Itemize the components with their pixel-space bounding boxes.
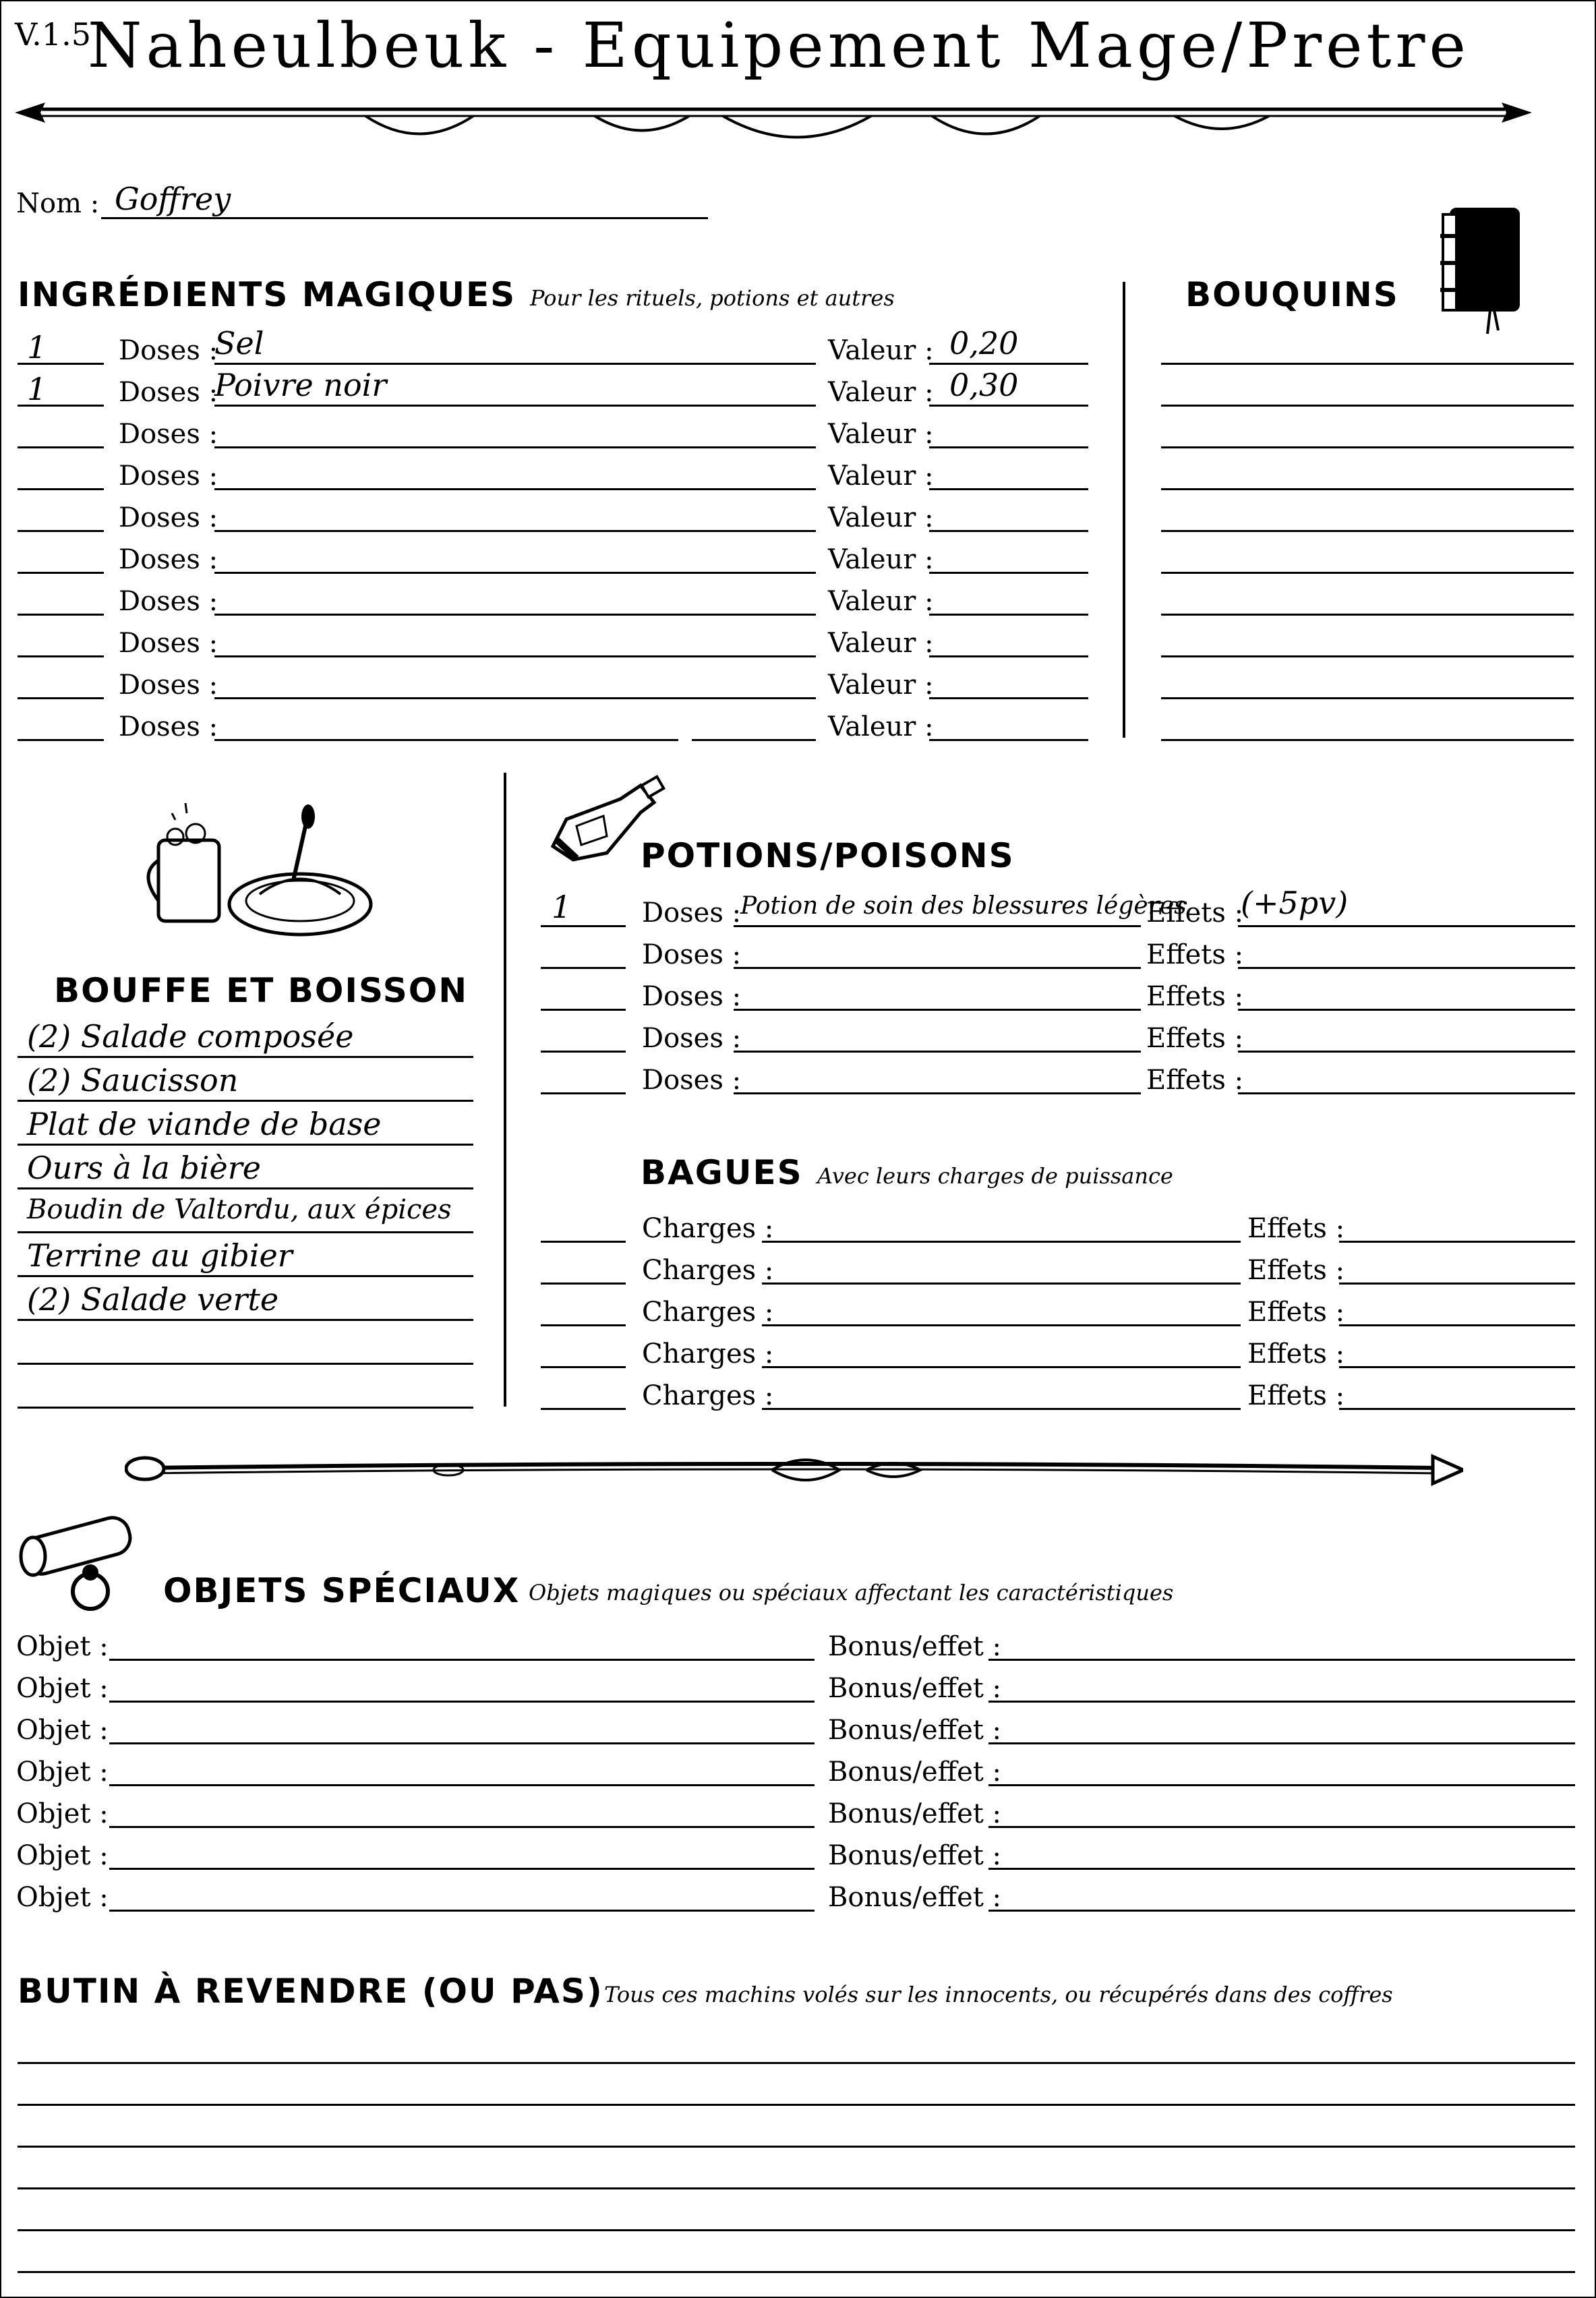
ingredient-valeur-line[interactable] (929, 530, 1088, 532)
potion-effets-line[interactable] (1238, 1051, 1575, 1053)
book-icon (1436, 196, 1537, 337)
bonus-label: Bonus/effet : (828, 1840, 1002, 1871)
bonus-label: Bonus/effet : (828, 1882, 1002, 1913)
bouquins-title: BOUQUINS (1185, 275, 1399, 314)
scroll-and-ring-icon (16, 1510, 158, 1625)
ingredient-doses-label: Doses : (119, 544, 218, 575)
bague-charges-label: Charges : (642, 1380, 774, 1411)
ingredient-doses-value[interactable]: 1 (27, 371, 47, 407)
middle-divider (504, 773, 506, 1407)
bonus-line[interactable] (988, 1826, 1575, 1828)
bouffe-line[interactable] (18, 1319, 473, 1321)
bouffe-line[interactable] (18, 1363, 473, 1365)
bague-line[interactable] (541, 1241, 626, 1243)
bague-line[interactable] (541, 1366, 626, 1368)
bouffe-line[interactable] (18, 1407, 473, 1409)
ingredient-doses-line[interactable] (18, 614, 104, 616)
potion-effets-line[interactable] (1238, 925, 1575, 927)
ingredient-doses-line[interactable] (18, 572, 104, 574)
objet-label: Objet : (16, 1631, 109, 1662)
bouffe-item[interactable]: (2) Salade composée (27, 1018, 354, 1055)
potion-doses-label: Doses : (642, 1065, 742, 1096)
bouquin-line[interactable] (1161, 446, 1574, 448)
ingredient-doses-label: Doses : (119, 502, 218, 533)
spear-divider-icon (15, 88, 1532, 148)
bague-charges-line[interactable] (762, 1241, 1241, 1243)
ingredient-valeur-line[interactable] (929, 739, 1088, 741)
bouffe-line[interactable] (18, 1144, 473, 1146)
version-label: V.1.5 (15, 16, 91, 53)
ingredient-name-line[interactable] (214, 405, 816, 407)
potion-doses-line[interactable] (541, 925, 626, 927)
potion-doses-label: Doses : (642, 897, 742, 929)
name-underline (101, 217, 708, 219)
ingredient-doses-line[interactable] (18, 655, 104, 657)
name-value[interactable]: Goffrey (115, 181, 231, 217)
ingredient-name-line[interactable] (214, 614, 816, 616)
bague-charges-line[interactable] (762, 1283, 1241, 1285)
butin-line[interactable] (18, 2104, 1575, 2106)
ingredient-doses-label: Doses : (119, 670, 218, 701)
potion-effets-line[interactable] (1238, 967, 1575, 969)
objet-label: Objet : (16, 1715, 109, 1746)
bonus-label: Bonus/effet : (828, 1798, 1002, 1829)
ingredient-valeur-line[interactable] (929, 488, 1088, 490)
butin-line[interactable] (18, 2187, 1575, 2189)
ingredient-doses-line[interactable] (18, 446, 104, 448)
ingredients-title: INGRÉDIENTS MAGIQUES (18, 275, 516, 314)
bouffe-item[interactable]: Plat de viande de base (27, 1106, 382, 1142)
ingredient-valeur-label: Valeur : (828, 502, 934, 533)
bague-effets-line[interactable] (1339, 1241, 1575, 1243)
bagues-subtitle: Avec leurs charges de puissance (817, 1163, 1173, 1189)
potion-doses-line[interactable] (541, 967, 626, 969)
bouquin-line[interactable] (1161, 405, 1574, 407)
bouquin-line[interactable] (1161, 614, 1574, 616)
bague-charges-line[interactable] (762, 1324, 1241, 1326)
bague-effets-label: Effets : (1247, 1297, 1345, 1328)
ingredient-name-line[interactable] (214, 655, 816, 657)
ingredients-subtitle: Pour les rituels, potions et autres (530, 285, 895, 311)
ingredient-doses-value[interactable]: 1 (27, 329, 47, 365)
potion-effets-label: Effets : (1146, 981, 1244, 1012)
bagues-title: BAGUES (641, 1153, 803, 1192)
ingredient-valeur-label: Valeur : (828, 670, 934, 701)
objet-line[interactable] (109, 1826, 815, 1828)
ingredient-valeur-line[interactable] (929, 614, 1088, 616)
ingredient-valeur-label: Valeur : (828, 711, 934, 742)
potion-doses-line[interactable] (541, 1009, 626, 1011)
potion-doses-label: Doses : (642, 1023, 742, 1054)
ingredient-doses-label: Doses : (119, 335, 218, 366)
bouffe-item[interactable]: Terrine au gibier (27, 1237, 293, 1274)
bouquins-divider (1123, 282, 1125, 738)
butin-subtitle: Tous ces machins volés sur les innocents, ou récupérés dans des coffres (604, 1982, 1393, 2007)
butin-line[interactable] (18, 2146, 1575, 2148)
bonus-line[interactable] (988, 1701, 1575, 1703)
bouquin-line[interactable] (1161, 572, 1574, 574)
ingredient-doses-label: Doses : (119, 586, 218, 617)
ingredient-valeur-line[interactable] (929, 655, 1088, 657)
bouquin-line[interactable] (1161, 363, 1574, 365)
objet-label: Objet : (16, 1673, 109, 1704)
bague-line[interactable] (541, 1283, 626, 1285)
bague-line[interactable] (541, 1408, 626, 1410)
bouffe-line[interactable] (18, 1100, 473, 1102)
potions-title: POTIONS/POISONS (641, 836, 1015, 875)
ingredient-valeur-line[interactable] (929, 405, 1088, 407)
bonus-line[interactable] (988, 1784, 1575, 1786)
ingredient-name-line[interactable] (214, 488, 816, 490)
ingredient-valeur-label: Valeur : (828, 377, 934, 408)
ingredient-valeur-value[interactable]: 0,30 (949, 367, 1019, 403)
bague-effets-label: Effets : (1247, 1255, 1345, 1286)
bonus-label: Bonus/effet : (828, 1673, 1002, 1704)
bouffe-line[interactable] (18, 1275, 473, 1277)
potion-effets-label: Effets : (1146, 1065, 1244, 1096)
bouffe-item[interactable]: (2) Salade verte (27, 1281, 279, 1318)
potion-name-line[interactable] (734, 1051, 1141, 1053)
potion-effets-line[interactable] (1238, 1009, 1575, 1011)
potion-name-line[interactable] (734, 925, 1141, 927)
bouquin-line[interactable] (1161, 530, 1574, 532)
ingredient-name-line-b[interactable] (692, 739, 816, 741)
bouffe-item[interactable]: (2) Saucisson (27, 1062, 239, 1098)
ingredient-name-value[interactable]: Sel (214, 325, 264, 361)
ingredient-doses-label: Doses : (119, 711, 218, 742)
bague-effets-label: Effets : (1247, 1380, 1345, 1411)
bague-line[interactable] (541, 1324, 626, 1326)
bague-effets-line[interactable] (1339, 1366, 1575, 1368)
butin-line[interactable] (18, 2229, 1575, 2231)
ingredient-doses-label: Doses : (119, 419, 218, 450)
potion-effets-line[interactable] (1238, 1092, 1575, 1094)
bonus-line[interactable] (988, 1742, 1575, 1744)
objet-label: Objet : (16, 1840, 109, 1871)
ingredient-valeur-label: Valeur : (828, 628, 934, 659)
ingredient-doses-line[interactable] (18, 488, 104, 490)
potion-effets-label: Effets : (1146, 897, 1244, 929)
potion-name-value[interactable]: Potion de soin des blessures légères (740, 892, 1187, 920)
bonus-line[interactable] (988, 1910, 1575, 1912)
bague-charges-label: Charges : (642, 1255, 774, 1286)
bouquin-line[interactable] (1161, 655, 1574, 657)
bouffe-line[interactable] (18, 1231, 473, 1233)
objets-title: OBJETS SPÉCIAUX (163, 1571, 521, 1610)
potion-name-line[interactable] (734, 1009, 1141, 1011)
ingredient-valeur-label: Valeur : (828, 461, 934, 492)
objet-label: Objet : (16, 1757, 109, 1788)
bague-effets-line[interactable] (1339, 1408, 1575, 1410)
ingredient-valeur-value[interactable]: 0,20 (949, 325, 1019, 361)
bouquin-line[interactable] (1161, 697, 1574, 699)
ingredient-name-line[interactable] (214, 572, 816, 574)
bonus-line[interactable] (988, 1659, 1575, 1661)
objet-line[interactable] (109, 1868, 815, 1870)
ingredient-valeur-line[interactable] (929, 363, 1088, 365)
potion-doses-value[interactable]: 1 (552, 889, 572, 925)
objet-line[interactable] (109, 1701, 815, 1703)
butin-title: BUTIN À REVENDRE (OU PAS) (18, 1972, 603, 2011)
ingredient-doses-label: Doses : (119, 461, 218, 492)
ingredient-doses-line[interactable] (18, 739, 104, 741)
bouquin-line[interactable] (1161, 739, 1574, 741)
bouffe-item[interactable]: Ours à la bière (27, 1150, 261, 1186)
bague-charges-label: Charges : (642, 1213, 774, 1244)
page-title: Naheulbeuk - Equipement Mage/Pretre (88, 9, 1470, 82)
objet-label: Objet : (16, 1798, 109, 1829)
ingredient-name-line[interactable] (214, 739, 678, 741)
ingredient-valeur-line[interactable] (929, 572, 1088, 574)
bouffe-line[interactable] (18, 1056, 473, 1058)
ingredient-name-value[interactable]: Poivre noir (214, 367, 387, 403)
name-label: Nom : (16, 188, 100, 219)
bague-effets-line[interactable] (1339, 1324, 1575, 1326)
potion-effets-label: Effets : (1146, 1023, 1244, 1054)
bague-effets-label: Effets : (1247, 1213, 1345, 1244)
ingredient-name-line[interactable] (214, 530, 816, 532)
bouffe-line[interactable] (18, 1187, 473, 1189)
bonus-label: Bonus/effet : (828, 1715, 1002, 1746)
bonus-label: Bonus/effet : (828, 1757, 1002, 1788)
ingredient-doses-label: Doses : (119, 628, 218, 659)
potion-effets-value[interactable]: (+5pv) (1241, 885, 1349, 921)
ingredient-name-line[interactable] (214, 697, 816, 699)
potion-doses-label: Doses : (642, 939, 742, 970)
objets-subtitle: Objets magiques ou spéciaux affectant les caractéristiques (529, 1580, 1174, 1605)
ingredient-valeur-line[interactable] (929, 697, 1088, 699)
potion-name-line[interactable] (734, 967, 1141, 969)
butin-line[interactable] (18, 2271, 1575, 2273)
objet-line[interactable] (109, 1742, 815, 1744)
ingredient-doses-line[interactable] (18, 530, 104, 532)
bouffe-title: BOUFFE ET BOISSON (54, 971, 469, 1010)
ingredient-name-line[interactable] (214, 446, 816, 448)
bague-effets-line[interactable] (1339, 1283, 1575, 1285)
bouquin-line[interactable] (1161, 488, 1574, 490)
bague-charges-label: Charges : (642, 1297, 774, 1328)
bonus-label: Bonus/effet : (828, 1631, 1002, 1662)
objet-line[interactable] (109, 1659, 815, 1661)
ingredient-valeur-line[interactable] (929, 446, 1088, 448)
potion-name-line[interactable] (734, 1092, 1141, 1094)
potion-effets-label: Effets : (1146, 939, 1244, 970)
objet-label: Objet : (16, 1882, 109, 1913)
ingredient-name-line[interactable] (214, 363, 816, 365)
objet-line[interactable] (109, 1784, 815, 1786)
ingredient-valeur-label: Valeur : (828, 544, 934, 575)
staff-divider-icon (125, 1443, 1463, 1494)
tankard-and-plate-icon (138, 800, 374, 941)
potion-doses-line[interactable] (541, 1051, 626, 1053)
ingredient-doses-label: Doses : (119, 377, 218, 408)
potion-doses-label: Doses : (642, 981, 742, 1012)
bague-charges-line[interactable] (762, 1408, 1241, 1410)
bonus-line[interactable] (988, 1868, 1575, 1870)
ingredient-doses-line[interactable] (18, 697, 104, 699)
ingredient-valeur-label: Valeur : (828, 335, 934, 366)
bouffe-item[interactable]: Boudin de Valtordu, aux épices (27, 1194, 452, 1225)
potion-doses-line[interactable] (541, 1092, 626, 1094)
butin-line[interactable] (18, 2062, 1575, 2064)
bague-charges-line[interactable] (762, 1366, 1241, 1368)
ingredient-valeur-label: Valeur : (828, 586, 934, 617)
ingredient-valeur-label: Valeur : (828, 419, 934, 450)
bague-effets-label: Effets : (1247, 1338, 1345, 1369)
bague-charges-label: Charges : (642, 1338, 774, 1369)
objet-line[interactable] (109, 1910, 815, 1912)
